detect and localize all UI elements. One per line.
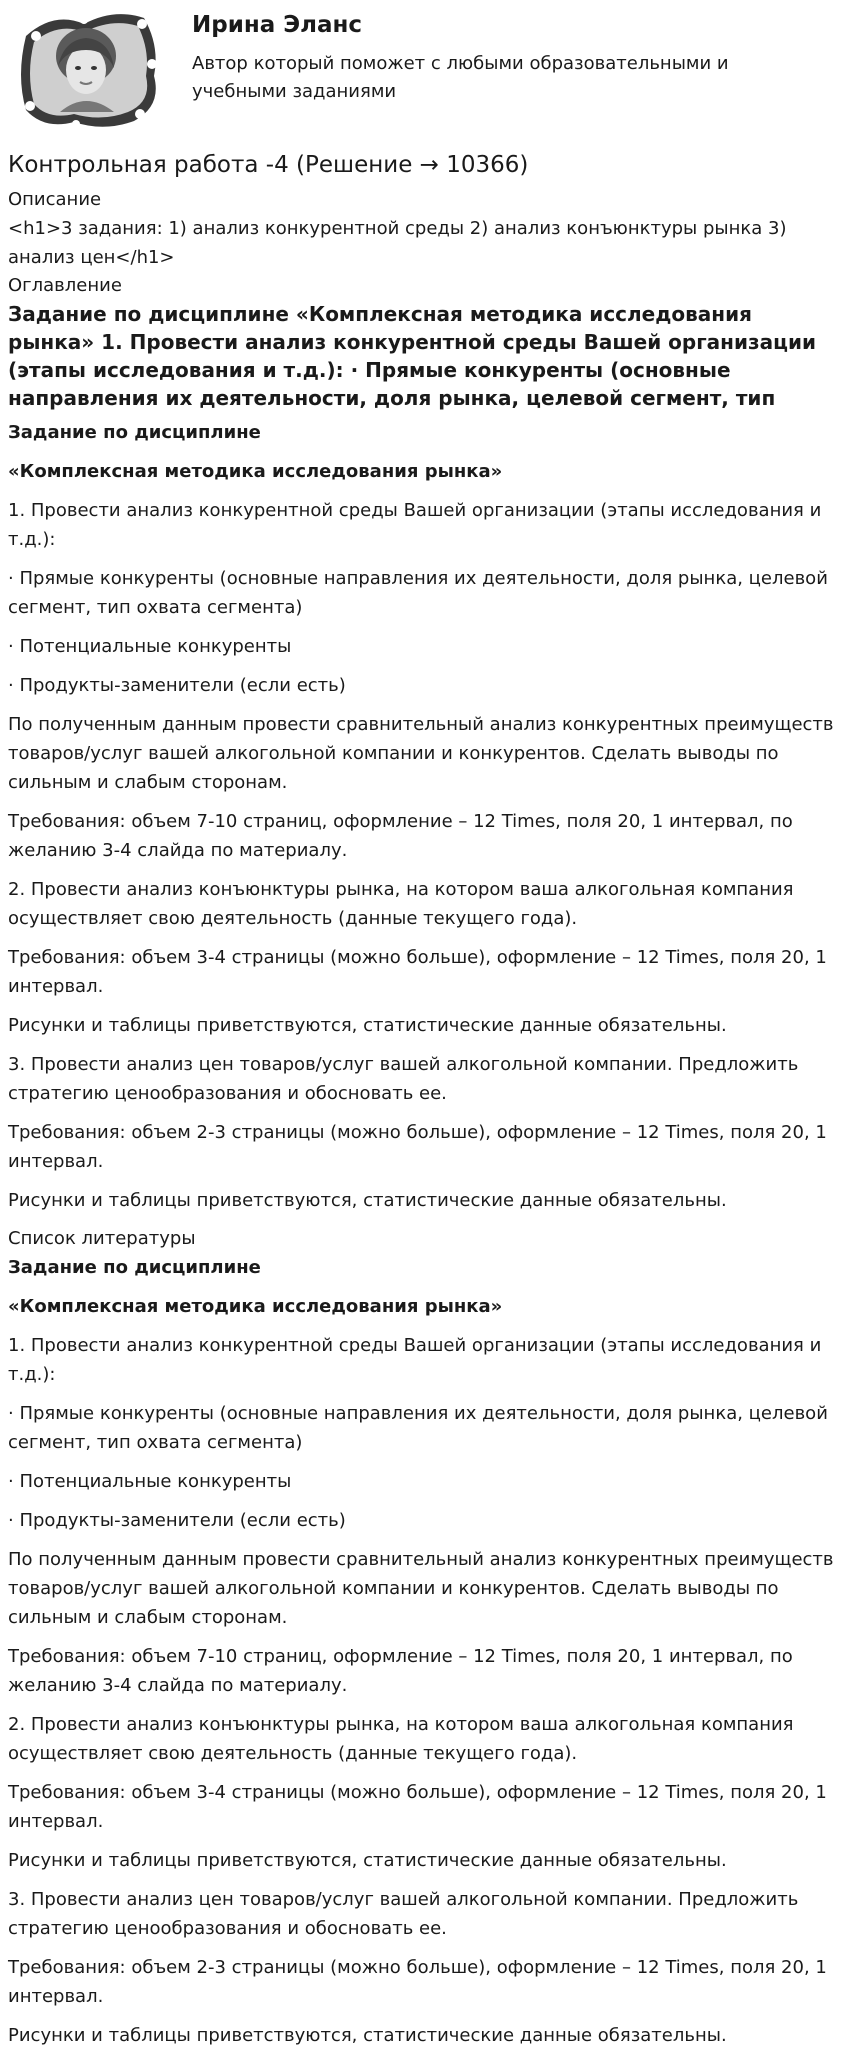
task-paragraph: Рисунки и таблицы приветствуются, статистические данные обязательны. xyxy=(8,2025,727,2046)
toc-heading: Задание по дисциплине «Комплексная методика исследования рынка» 1. Провести анализ конкурентной среды Вашей организации (этапы исследования и т.д.): · Прямые конкуренты (основные направления их деятельности, доля рынка, целевой сегмент, тип xyxy=(8,302,816,410)
task-paragraph: 3. Провести анализ цен товаров/услуг вашей алкогольной компании. Предложить стратегию ценообразования и обосновать ее. xyxy=(8,1889,799,1939)
author-avatar[interactable] xyxy=(14,6,164,131)
work-title: Контрольная работа -4 (Решение → 10366) xyxy=(8,152,529,178)
task-paragraph: 2. Провести анализ конъюнктуры рынка, на котором ваша алкогольная компания осуществляет свою деятельность (данные текущего года). xyxy=(8,1714,794,1764)
task-paragraph: · Потенциальные конкуренты xyxy=(8,1471,292,1492)
task-paragraph: · Прямые конкуренты (основные направления их деятельности, доля рынка, целевой сегмент, тип охвата сегмента) xyxy=(8,568,828,618)
author-name[interactable]: Ирина Эланс xyxy=(192,12,363,38)
task-paragraph: 1. Провести анализ конкурентной среды Вашей организации (этапы исследования и т.д.): xyxy=(8,1335,822,1385)
description-label: Описание xyxy=(8,189,102,210)
task-discipline-label: Задание по дисциплине xyxy=(8,422,261,443)
task-discipline-name: «Комплексная методика исследования рынка» xyxy=(8,461,503,482)
task-paragraph: Рисунки и таблицы приветствуются, статистические данные обязательны. xyxy=(8,1850,727,1871)
task-paragraph: Рисунки и таблицы приветствуются, статистические данные обязательны. xyxy=(8,1015,727,1036)
task-paragraph: · Прямые конкуренты (основные направления их деятельности, доля рынка, целевой сегмент, тип охвата сегмента) xyxy=(8,1403,828,1453)
task-paragraph: Требования: объем 7-10 страниц, оформление – 12 Times, поля 20, 1 интервал, по желанию 3-4 слайда по материалу. xyxy=(8,1646,793,1696)
task-paragraph: Требования: объем 7-10 страниц, оформление – 12 Times, поля 20, 1 интервал, по желанию 3-4 слайда по материалу. xyxy=(8,811,793,861)
task-paragraph: · Продукты-заменители (если есть) xyxy=(8,1510,346,1531)
task-block-2 xyxy=(8,1253,839,2050)
task-paragraph: По полученным данным провести сравнительный анализ конкурентных преимуществ товаров/услуг вашей алкогольной компании и конкурентов. Сделать выводы по сильным и слабым сторонам. xyxy=(8,1549,834,1628)
toc-label: Оглавление xyxy=(8,275,122,296)
task-paragraph: Требования: объем 2-3 страницы (можно больше), оформление – 12 Times, поля 20, 1 интервал. xyxy=(8,1957,827,2007)
task-paragraph: Требования: объем 3-4 страницы (можно больше), оформление – 12 Times, поля 20, 1 интервал. xyxy=(8,947,827,997)
task-block-1 xyxy=(8,418,839,1215)
task-paragraph: 1. Провести анализ конкурентной среды Вашей организации (этапы исследования и т.д.): xyxy=(8,500,822,550)
author-description: Автор который поможет с любыми образовательными и учебными заданиями xyxy=(192,53,729,102)
author-card xyxy=(8,0,839,138)
task-discipline-label: Задание по дисциплине xyxy=(8,1257,261,1278)
description-text: <h1>3 задания: 1) анализ конкурентной среды 2) анализ конъюнктуры рынка 3) анализ цен</h1> xyxy=(8,218,787,268)
task-paragraph: 2. Провести анализ конъюнктуры рынка, на котором ваша алкогольная компания осуществляет свою деятельность (данные текущего года). xyxy=(8,879,794,929)
task-discipline-name: «Комплексная методика исследования рынка» xyxy=(8,1296,503,1317)
bibliography-label: Список литературы xyxy=(8,1228,196,1249)
task-paragraph: По полученным данным провести сравнительный анализ конкурентных преимуществ товаров/услуг вашей алкогольной компании и конкурентов. Сделать выводы по сильным и слабым сторонам. xyxy=(8,714,834,793)
task-paragraph: Рисунки и таблицы приветствуются, статистические данные обязательны. xyxy=(8,1190,727,1211)
task-paragraph: 3. Провести анализ цен товаров/услуг вашей алкогольной компании. Предложить стратегию ценообразования и обосновать ее. xyxy=(8,1054,799,1104)
task-paragraph: · Потенциальные конкуренты xyxy=(8,636,292,657)
task-paragraph: Требования: объем 2-3 страницы (можно больше), оформление – 12 Times, поля 20, 1 интервал. xyxy=(8,1122,827,1172)
task-paragraph: · Продукты-заменители (если есть) xyxy=(8,675,346,696)
task-paragraph: Требования: объем 3-4 страницы (можно больше), оформление – 12 Times, поля 20, 1 интервал. xyxy=(8,1782,827,1832)
